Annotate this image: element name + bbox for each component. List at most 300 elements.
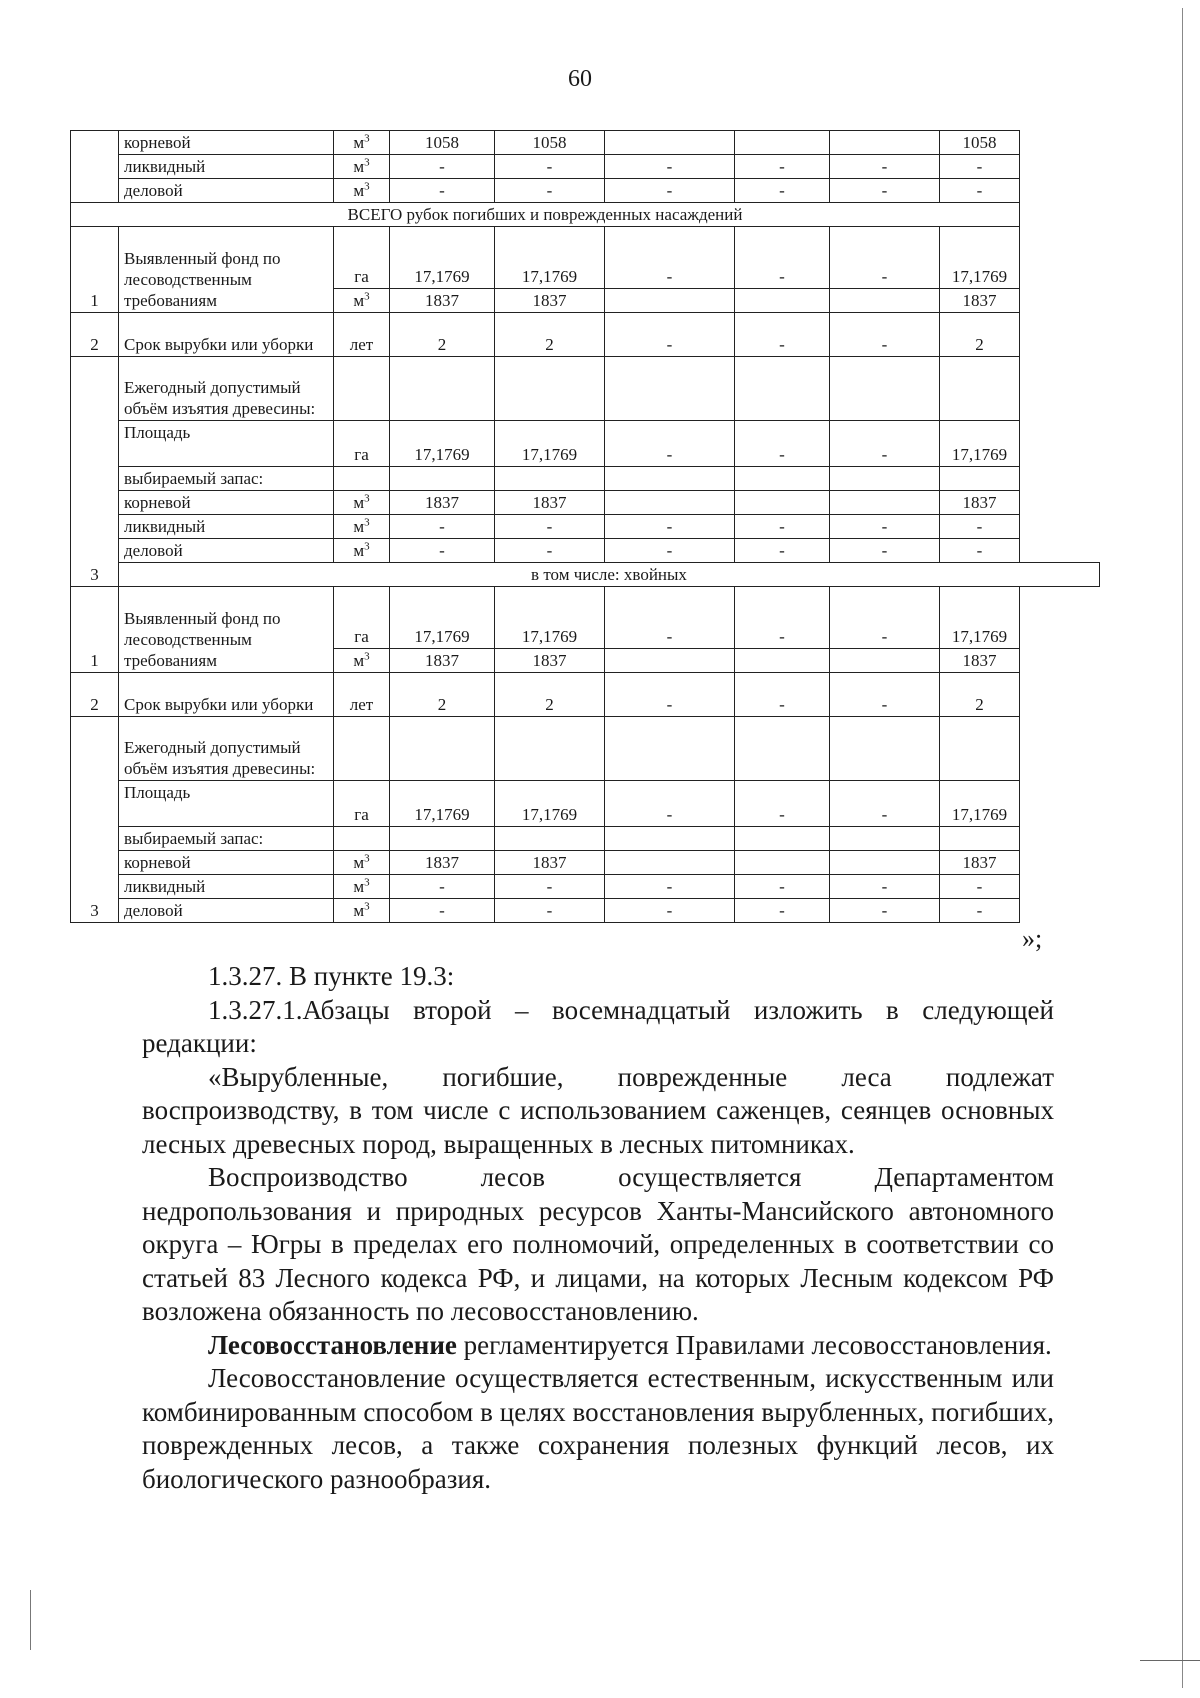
table-row [71,899,1100,923]
empty-cell [390,827,495,851]
cell-text: - [546,517,553,536]
empty-cell [735,357,830,421]
value-cell [390,899,495,923]
cell-text: - [779,335,785,354]
value-cell [495,421,605,467]
total-cell [940,899,1020,923]
cell-text: деловой [124,541,183,560]
unit-cell [334,587,390,649]
cell-text: 17,1769 [951,805,1008,824]
section-heading [119,563,1100,587]
value-cell [735,491,830,515]
row-name [119,673,334,717]
value-cell [495,875,605,899]
cell-text: корневой [124,493,191,512]
cell-text: 17,1769 [521,445,578,464]
row-number [71,717,119,923]
table-row [71,313,1100,357]
empty-cell [495,467,605,491]
cell-text: - [779,517,785,536]
value-cell [495,899,605,923]
value-cell [390,587,495,649]
cell-text: Ежегодный допустимый объём изъятия древесины: [124,738,316,778]
cell-text: 17,1769 [951,267,1008,286]
cell-text: - [779,901,785,920]
value-cell [605,313,735,357]
value-cell [495,649,605,673]
value-cell [735,539,830,563]
clause-heading: 1.3.27. В пункте 19.3: [208,961,455,991]
row-name [119,851,334,875]
cell-text: - [779,445,785,464]
cell-text: - [546,181,553,200]
cell-text: 1837 [425,853,459,872]
cell-text: выбираемый запас: [124,469,264,488]
unit-cell [334,421,390,467]
value-cell [830,781,940,827]
cell-text: - [439,877,445,896]
forest-data-table [70,130,1100,923]
table-row [71,851,1100,875]
table-row [71,491,1100,515]
table-row [71,781,1100,827]
table-row [71,539,1100,563]
value-cell [495,227,605,289]
cell-text: - [976,181,983,200]
section-heading-row [71,203,1100,227]
unit-superscript: 3 [364,900,370,913]
cell-text: га [354,627,369,646]
cell-text: - [976,541,983,560]
cell-text: 1837 [962,853,997,872]
value-cell [605,421,735,467]
cell-text: 2 [545,695,554,714]
value-cell [735,227,830,289]
row-name [119,899,334,923]
empty-cell [830,467,940,491]
total-cell [940,515,1020,539]
value-cell [605,179,735,203]
cell-text: 1837 [962,651,997,670]
cell-text: м [353,133,365,152]
cell-text: 1058 [425,133,459,152]
cell-text: - [881,517,888,536]
row-name [119,875,334,899]
table-row [71,875,1100,899]
value-cell [735,421,830,467]
value-cell [735,899,830,923]
cell-text: корневой [124,133,191,152]
cell-text: - [881,627,888,646]
cell-text: 2 [90,335,99,354]
value-cell [390,851,495,875]
value-cell [735,875,830,899]
empty-cell [495,827,605,851]
value-cell [495,155,605,179]
value-cell [735,179,830,203]
unit-superscript: 3 [364,156,370,169]
value-cell [390,781,495,827]
total-cell [940,313,1020,357]
value-cell [390,539,495,563]
unit-cell [334,673,390,717]
empty-cell [390,357,495,421]
cell-text: - [779,181,785,200]
table-row [71,179,1100,203]
cell-text: 2 [437,695,447,714]
value-cell [735,587,830,649]
unit-cell [334,515,390,539]
table-row [71,421,1100,467]
empty-cell [605,827,735,851]
total-cell [940,131,1020,155]
cell-text: - [439,901,445,920]
cell-text: 2 [90,695,99,714]
value-cell [735,131,830,155]
cell-text: 1 [90,651,99,670]
cell-text: - [881,901,888,920]
cell-text: - [779,805,785,824]
unit-cell [334,227,390,289]
cell-text: - [779,695,785,714]
empty-cell [830,289,940,313]
value-cell [830,539,940,563]
value-cell [830,515,940,539]
value-cell [495,673,605,717]
empty-cell [830,827,940,851]
cell-text: м [353,651,365,670]
paragraph-3-rest: регламентируется Правилами лесовосстановления. [456,1329,1052,1360]
cell-text: - [546,541,553,560]
empty-cell [735,827,830,851]
value-cell [735,155,830,179]
sub-clause: 1.3.27.1.Абзацы второй – восемнадцатый изложить в следующей редакции: [142,994,1054,1058]
empty-cell [605,649,735,673]
total-cell [940,289,1020,313]
value-cell [495,587,605,649]
value-cell [605,539,735,563]
row-name [119,313,334,357]
unit-cell [334,875,390,899]
value-cell [495,781,605,827]
total-cell [940,179,1020,203]
empty-cell [605,289,735,313]
row-name [119,515,334,539]
paragraph-2: Воспроизводство лесов осуществляется Департаментом недропользования и природных ресурсов Ханты-Мансийского автономного округа – Югры в пределах его полномочий, определенных в соответствии со статьей 83 Лесного кодекса РФ, и лицами, на которых Лесным кодексом РФ возложена обязанность по лесовосстановлению. [142,1162,1054,1326]
table-row [71,131,1100,155]
value-cell [390,289,495,313]
table-row [71,717,1100,781]
empty-cell [495,357,605,421]
row-number [71,357,119,587]
table-row [71,515,1100,539]
closing-quote: »; [1022,924,1043,953]
row-name [119,467,334,491]
empty-cell [735,289,830,313]
unit-cell [334,649,390,673]
row-name [119,491,334,515]
row-name [119,717,334,781]
value-cell [605,587,735,649]
row-name [119,539,334,563]
empty-cell [940,467,1020,491]
cell-text: 2 [975,335,984,354]
cell-text: 17,1769 [521,805,578,824]
empty-cell [830,649,940,673]
row-name [119,227,334,313]
value-cell [605,851,735,875]
row-name [119,827,334,851]
total-cell [940,539,1020,563]
value-cell [495,539,605,563]
value-cell [390,227,495,289]
cell-text: м [353,291,365,310]
unit-superscript: 3 [364,180,370,193]
row-number [71,587,119,673]
cell-text: м [353,877,365,896]
row-number [71,131,119,203]
cell-text: - [779,627,785,646]
value-cell [390,131,495,155]
unit-cell [334,781,390,827]
total-cell [940,673,1020,717]
unit-superscript: 3 [364,852,370,865]
total-cell [940,227,1020,289]
value-cell [605,875,735,899]
cell-text: га [354,805,369,824]
unit-cell [334,155,390,179]
cell-text: - [779,157,785,176]
total-cell [940,781,1020,827]
empty-cell [940,827,1020,851]
value-cell [390,179,495,203]
cell-text: 2 [437,335,447,354]
value-cell [830,155,940,179]
scan-edge-line [1182,8,1184,1688]
value-cell [495,313,605,357]
cell-text: - [666,695,673,714]
cell-text: 3 [90,901,99,920]
row-name [119,179,334,203]
value-cell [735,515,830,539]
empty-cell [390,717,495,781]
cell-text: - [779,877,785,896]
total-cell [940,155,1020,179]
cell-text: - [439,157,445,176]
empty-cell [334,717,390,781]
cell-text: - [666,267,673,286]
unit-cell [334,539,390,563]
unit-cell [334,179,390,203]
value-cell [495,131,605,155]
cell-text: ВСЕГО рубок погибших и поврежденных насаждений [347,205,743,224]
cell-text: деловой [124,181,183,200]
unit-superscript: 3 [364,876,370,889]
total-cell [940,649,1020,673]
unit-cell [334,491,390,515]
unit-cell [334,313,390,357]
cell-text: 17,1769 [951,627,1008,646]
unit-cell [334,851,390,875]
cell-text: - [439,181,445,200]
total-cell [940,875,1020,899]
cell-text: - [666,627,673,646]
cell-text: м [353,541,365,560]
value-cell [495,491,605,515]
cell-text: - [666,541,673,560]
value-cell [495,851,605,875]
unit-superscript: 3 [364,492,370,505]
empty-cell [735,717,830,781]
cell-text: 1058 [962,133,997,152]
value-cell [830,313,940,357]
unit-superscript: 3 [364,650,370,663]
table-row [71,673,1100,717]
cell-text: - [881,541,888,560]
cell-text: - [666,445,673,464]
cell-text: деловой [124,901,183,920]
value-cell [605,155,735,179]
cell-text: - [881,805,888,824]
cell-text: корневой [124,853,191,872]
row-name [119,781,334,827]
value-cell [390,313,495,357]
value-cell [830,131,940,155]
cell-text: - [666,517,673,536]
total-cell [940,491,1020,515]
scan-margin-line [30,1590,32,1650]
empty-cell [735,649,830,673]
unit-cell [334,899,390,923]
table-row [71,467,1100,491]
table-row [71,227,1100,289]
cell-text: ликвидный [124,517,206,536]
cell-text: ликвидный [124,877,206,896]
cell-text: - [439,517,445,536]
table-row [71,587,1100,649]
cell-text: - [546,877,553,896]
empty-cell [605,467,735,491]
cell-text: ликвидный [124,157,206,176]
cell-text: 1837 [532,651,567,670]
empty-cell [735,467,830,491]
unit-superscript: 3 [364,290,370,303]
cell-text: Площадь [124,783,191,802]
cell-text: - [881,181,888,200]
body-text [142,960,1054,1496]
unit-cell [334,289,390,313]
value-cell [605,781,735,827]
value-cell [390,673,495,717]
cell-text: 17,1769 [414,627,470,646]
empty-cell [940,357,1020,421]
cell-text: 1837 [425,651,459,670]
cell-text: - [666,181,673,200]
cell-text: 2 [545,335,554,354]
cell-text: в том числе: хвойных [531,565,687,584]
cell-text: 1837 [532,853,567,872]
row-name [119,421,334,467]
unit-superscript: 3 [364,516,370,529]
empty-cell [605,717,735,781]
cell-text: - [881,335,888,354]
value-cell [830,227,940,289]
cell-text: - [881,157,888,176]
value-cell [390,515,495,539]
cell-text: - [666,805,673,824]
page-number: 60 [568,66,592,92]
cell-text: 1058 [532,133,567,152]
row-name [119,357,334,421]
cell-text: Выявленный фонд по лесоводственным требованиям [124,249,281,310]
value-cell [605,899,735,923]
cell-text: Срок вырубки или уборки [124,335,314,354]
total-cell [940,421,1020,467]
scan-corner-line [1140,1660,1200,1662]
value-cell [830,587,940,649]
empty-cell [334,467,390,491]
cell-text: - [666,877,673,896]
table-row [71,155,1100,179]
value-cell [830,875,940,899]
total-cell [940,851,1020,875]
value-cell [390,649,495,673]
value-cell [830,421,940,467]
cell-text: га [354,267,369,286]
cell-text: 17,1769 [414,267,470,286]
value-cell [495,515,605,539]
cell-text: - [546,901,553,920]
cell-text: Выявленный фонд по лесоводственным требованиям [124,609,281,670]
bold-term: Лесовосстановление [208,1329,457,1360]
cell-text: м [353,493,365,512]
value-cell [390,875,495,899]
row-number [71,673,119,717]
unit-superscript: 3 [364,540,370,553]
value-cell [830,491,940,515]
row-name [119,155,334,179]
section-heading [71,203,1020,227]
empty-cell [334,827,390,851]
value-cell [830,899,940,923]
empty-cell [495,717,605,781]
cell-text: - [881,267,888,286]
section-heading-row [71,563,1100,587]
cell-text: - [881,445,888,464]
empty-cell [334,357,390,421]
cell-text: - [779,267,785,286]
cell-text: 17,1769 [414,445,470,464]
paragraph-3 [142,1329,1054,1363]
empty-cell [940,717,1020,781]
value-cell [830,179,940,203]
cell-text: - [881,877,888,896]
value-cell [605,673,735,717]
cell-text: 17,1769 [414,805,470,824]
value-cell [735,673,830,717]
cell-text: - [976,157,983,176]
cell-text: м [353,853,365,872]
cell-text: - [439,541,445,560]
value-cell [735,851,830,875]
empty-cell [390,467,495,491]
cell-text: 1 [90,291,99,310]
cell-text: лет [349,335,374,354]
cell-text: 1837 [425,493,459,512]
cell-text: м [353,901,365,920]
cell-text: 1837 [425,291,459,310]
cell-text: 17,1769 [951,445,1008,464]
